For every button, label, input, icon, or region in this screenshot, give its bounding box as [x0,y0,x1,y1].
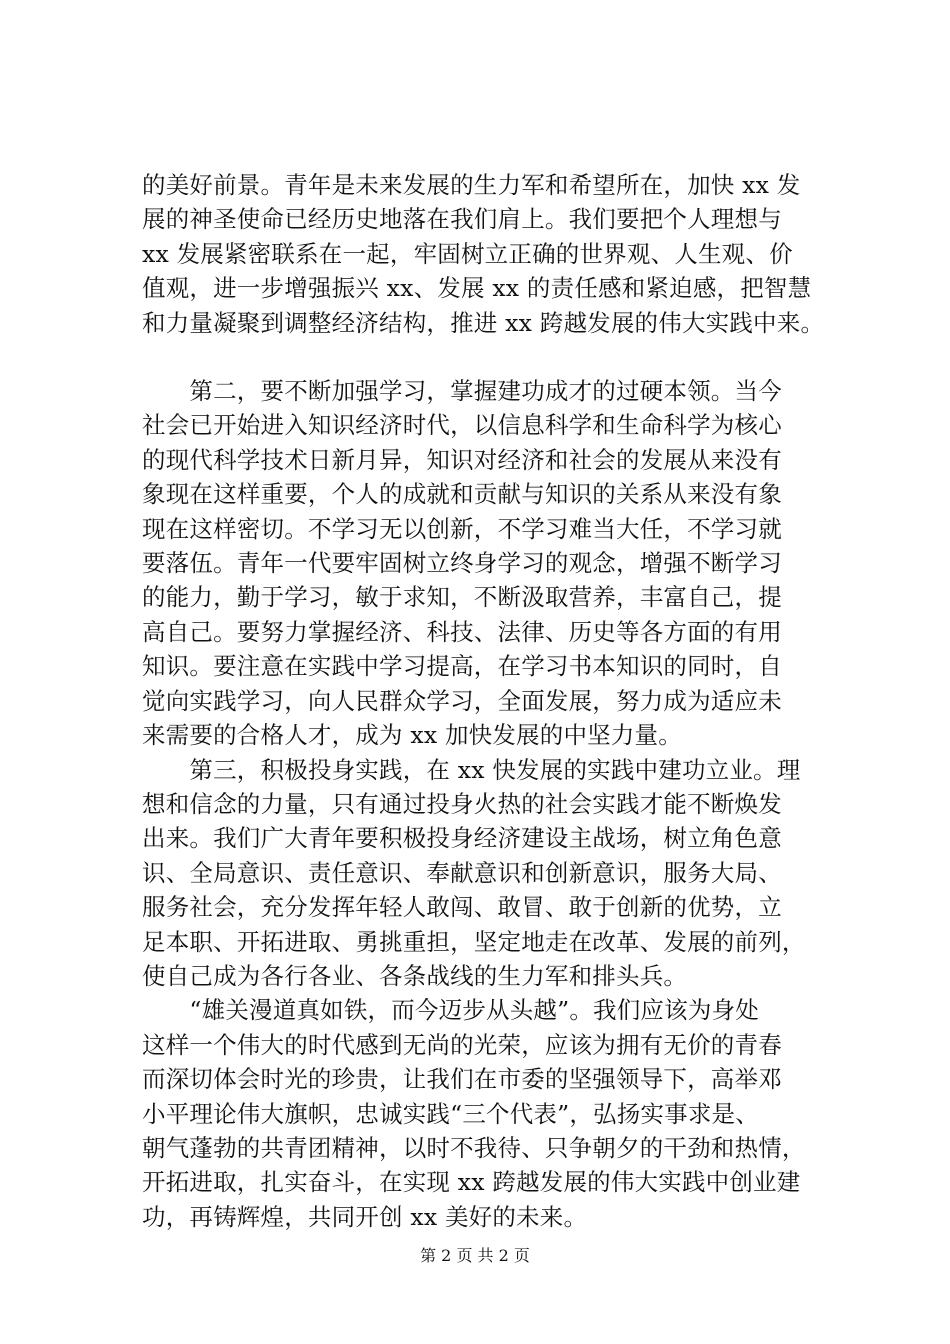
text-line: 的美好前景。青年是未来发展的生力军和希望所在，加快 xx 发 [142,171,801,199]
paragraph-intro-continuation [142,168,825,340]
text-line: 和力量凝聚到调整经济结构，推进 xx 跨越发展的伟大实践中来。 [142,308,825,337]
text-line: 朝气蓬勃的共青团精神，以时不我待、只争朝夕的干劲和热情， [142,1133,806,1162]
text-line: 社会已开始进入知识经济时代，以信息科学和生命科学为核心 [142,411,782,440]
text-line: 高自己。要努力掌握经济、科技、法律、历史等各方面的有用 [142,617,782,646]
text-line: 觉向实践学习，向人民群众学习，全面发展，努力成为适应未 [142,686,782,715]
text-line: 开拓进取，扎实奋斗，在实现 xx 跨越发展的伟大实践中创业建 [142,1168,801,1197]
text-line: 来需要的合格人才，成为 xx 加快发展的中坚力量。 [142,721,682,750]
text-line: 第三，积极投身实践，在 xx 快发展的实践中建功立业。理 [142,755,801,784]
text-line: xx 发展紧密联系在一起，牢固树立正确的世界观、人生观、价 [142,239,793,268]
paragraph-second-point [142,374,822,752]
text-line: 想和信念的力量，只有通过投身火热的社会实践才能不断焕发 [142,789,782,818]
paragraph-closing [142,993,822,1234]
text-line: 足本职、开拓进取、勇挑重担，坚定地走在改革、发展的前列， [142,927,806,956]
text-line: 使自己成为各行各业、各条战线的生力军和排头兵。 [142,961,688,990]
text-line: 而深切体会时光的珍贵，让我们在市委的坚强领导下，高举邓 [142,1065,782,1094]
text-line: 出来。我们广大青年要积极投身经济建设主战场，树立角色意 [142,824,782,853]
text-line: 这样一个伟大的时代感到无尚的光荣，应该为拥有无价的青春 [142,1030,782,1059]
text-line: 识、全局意识、责任意识、奉献意识和创新意识，服务大局、 [142,858,782,887]
text-line: 知识。要注意在实践中学习提高，在学习书本知识的同时，自 [142,652,782,681]
text-line: 功，再铸辉煌，共同开创 xx 美好的未来。 [142,1202,588,1231]
text-line: 第二，要不断加强学习，掌握建功成才的过硬本领。当今 [142,377,782,406]
text-line: 值观，进一步增强振兴 xx、发展 xx 的责任感和紧迫感，把智慧 [142,274,812,303]
text-line: 服务社会，充分发挥年轻人敢闯、敢冒、敢于创新的优势，立 [142,893,782,922]
text-line: 要落伍。青年一代要牢固树立终身学习的观念，增强不断学习 [142,549,782,578]
page-number-footer: 第 2 页 共 2 页 [420,1246,530,1265]
document-body [142,168,825,1234]
text-line: 象现在这样重要，个人的成就和贡献与知识的关系从来没有象 [142,480,782,509]
text-line: “雄关漫道真如铁，而今迈步从头越”。我们应该为身处 [142,996,759,1025]
text-line: 的能力，勤于学习，敏于求知，不断汲取营养，丰富自己，提 [142,583,782,612]
paragraph-third-point [142,753,822,994]
text-line: 小平理论伟大旗帜，忠诚实践“三个代表”，弘扬实事求是、 [142,1099,759,1128]
paragraph-spacer [142,340,822,374]
text-line: 的现代科学技术日新月异，知识对经济和社会的发展从来没有 [142,445,782,474]
text-line: 现在这样密切。不学习无以创新，不学习难当大任，不学习就 [142,514,782,543]
text-line: 展的神圣使命已经历史地落在我们肩上。我们要把个人理想与 [142,205,782,234]
